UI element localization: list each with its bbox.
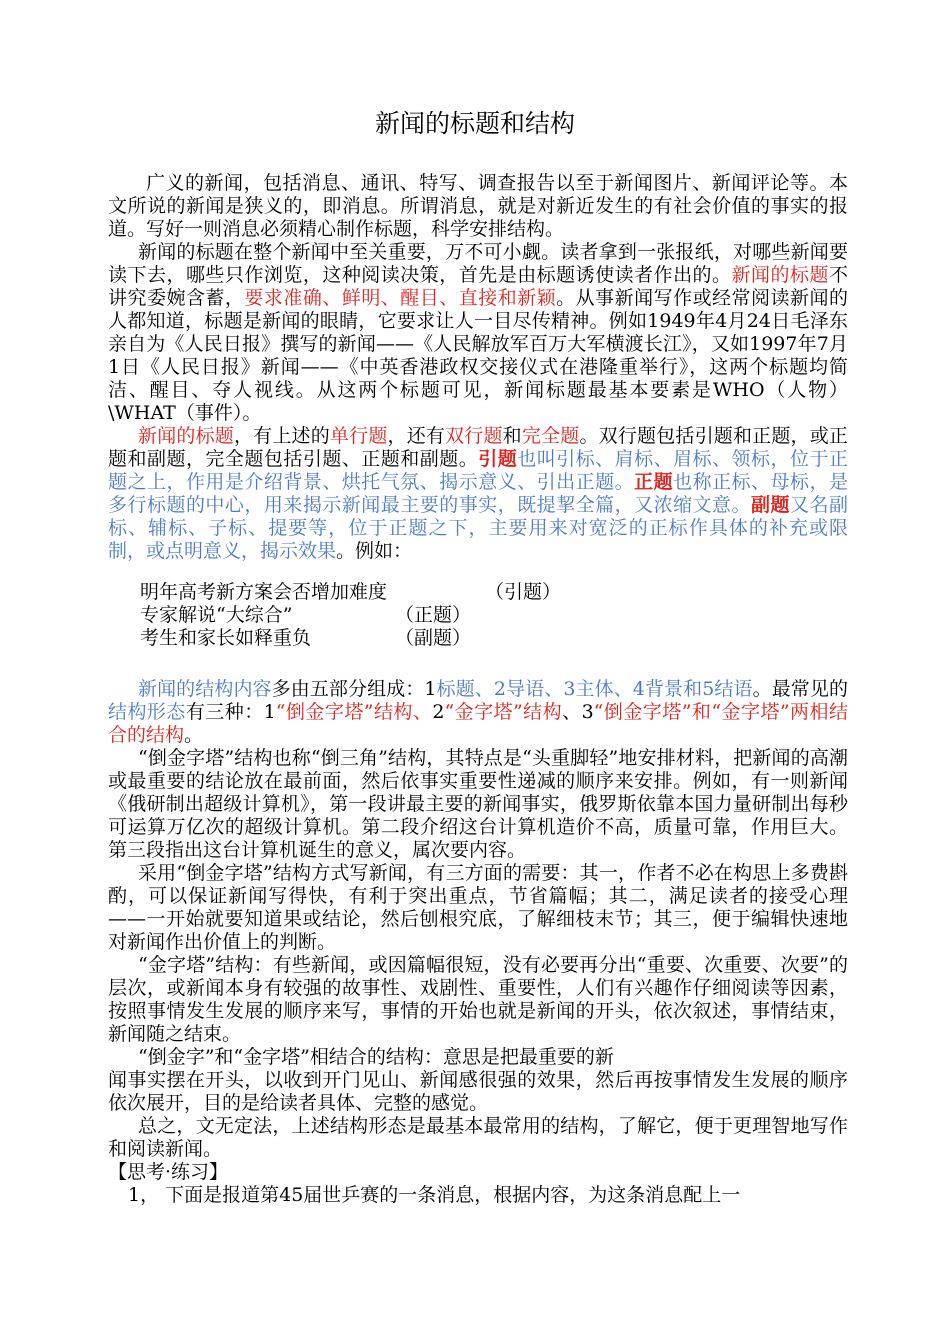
paragraph-pyramid: “金字塔”结构：有些新闻，或因篇幅很短，没有必要再分出“重要、次重要、次要”的层次，或新闻本身有较强的故事性、戏剧性、重要性，人们有兴趣作仔细阅读等因素，按照事情发生发展的顺序来写，事情的开始也就是新闻的开头，依次叙述，事情结束，新闻随之结束。 [108, 954, 848, 1045]
page-title: 新闻的标题和结构 [374, 109, 575, 138]
term-main-title: 正题 [634, 471, 674, 493]
paragraph-inverted-pyramid-needs: 采用“倒金字塔”结构方式写新闻，有三方面的需要：其一，作者不必在构思上多费斟酌，可以保证新闻写得快，有利于突出重点，节省篇幅；其二，满足读者的接受心理——一开始就要知道果或结论，然后刨根究底，了解细枝末节；其三，便于编辑快速地对新闻作出价值上的判断。 [108, 862, 848, 953]
term-sub-title: 副题 [751, 494, 790, 516]
example-row: 专家解说“大综合” （正题） [140, 604, 472, 626]
example-row: 明年高考新方案会否增加难度 （引题） [140, 581, 562, 603]
paragraph-structure: 新闻的结构内容多由五部分组成：1标题、2导语、3主体、4背景和5结语。最常见的结构形态有三种：1“倒金字塔”结构、2“金字塔”结构、3“倒金字塔”和“金字塔”两相结合的结构。 [108, 678, 848, 746]
paragraph-inverted-pyramid: “倒金字塔”结构也称“倒三角”结构，其特点是“头重脚轻”地安排材料，把新闻的高潮或最重要的结论放在最前面，然后依事实重要性递减的顺序来安排。例如，有一则新闻《俄研制出超级计算机》，第一段讲最主要的新闻事实，俄罗斯依靠本国力量研制出每秒可运算万亿次的超级计算机。第二段介绍这台计算机造价不高，质量可靠，作用巨大。第三段指出这台计算机诞生的意义，属次要内容。 [108, 747, 848, 861]
paragraph-combined-line1: “倒金字”和“金字塔”相结合的结构：意思是把最重要的新 [138, 1046, 614, 1068]
term-lead-title: 引题 [478, 448, 518, 470]
paragraph-intro: 广义的新闻，包括消息、通讯、特写、调查报告以至于新闻图片、新闻评论等。本文所说的新闻是狭义的，即消息。所谓消息，就是对新近发生的有社会价值的事实的报道。写好一则消息必须精心制作标题，科学安排结构。 [108, 172, 848, 240]
article-body [108, 172, 848, 1207]
paragraph-combined-line2: 闻事实摆在开头，以收到开门见山、新闻感很强的效果，然后再按事情发生发展的顺序依次展开，目的是给读者具体、完整的感觉。 [108, 1069, 848, 1114]
highlight-headline: 新闻的标题 [731, 264, 829, 286]
term-double-line: 双行题 [445, 425, 503, 447]
paragraph-headline-types: 新闻的标题，有上述的单行题，还有双行题和完全题。双行题包括引题和正题，或正题和副题，完全题包括引题、正题和副题。引题也叫引标、肩标、眉标、领标，位于正题之上，作用是介绍背景、烘托气氛、揭示意义、引出正题。正题也称正标、母标，是多行标题的中心，用来揭示新闻最主要的事实，既提挈全篇，又浓缩文意。副题又名副标、辅标、子标、提要等，位于正题之下，主要用来对宽泛的正标作具体的补充或限制，或点明意义，揭示效果。例如： [108, 425, 848, 562]
highlight-requirements: 要求准确、鲜明、醒目、直接和新颖 [244, 287, 557, 309]
term-complete: 完全题 [521, 425, 580, 447]
paragraph-conclusion: 总之，文无定法，上述结构形态是最基本最常用的结构，了解它，便于更理智地写作和阅读新闻。 [108, 1115, 848, 1160]
term-single-line: 单行题 [329, 425, 388, 447]
exercise-question: 1， 下面是报道第45届世乒赛的一条消息，根据内容，为这条消息配上一 [128, 1184, 741, 1206]
section-heading: 【思考·练习】 [108, 1161, 229, 1183]
example-row: 考生和家长如释重负 （副题） [140, 627, 472, 649]
headline-examples [140, 581, 848, 650]
paragraph-headline-importance: 新闻的标题在整个新闻中至关重要，万不可小觑。读者拿到一张报纸，对哪些新闻要读下去，哪些只作浏览，这种阅读决策，首先是由标题诱使读者作出的。新闻的标题不讲究委婉含蓄，要求准确、鲜明、醒目、直接和新颖。从事新闻写作或经常阅读新闻的人都知道，标题是新闻的眼睛，它要求让人一目尽传精神。例如1949年4月24日毛泽东亲自为《人民日报》撰写的新闻——《人民解放军百万大军横渡长江》，又如1997年7月1日《人民日报》新闻——《中英香港政权交接仪式在港隆重举行》，这两个标题均简洁、醒目、夺人视线。从这两个标题可见，新闻标题最基本要素是WHO（人物）\WHAT（事件）。 [108, 241, 848, 424]
